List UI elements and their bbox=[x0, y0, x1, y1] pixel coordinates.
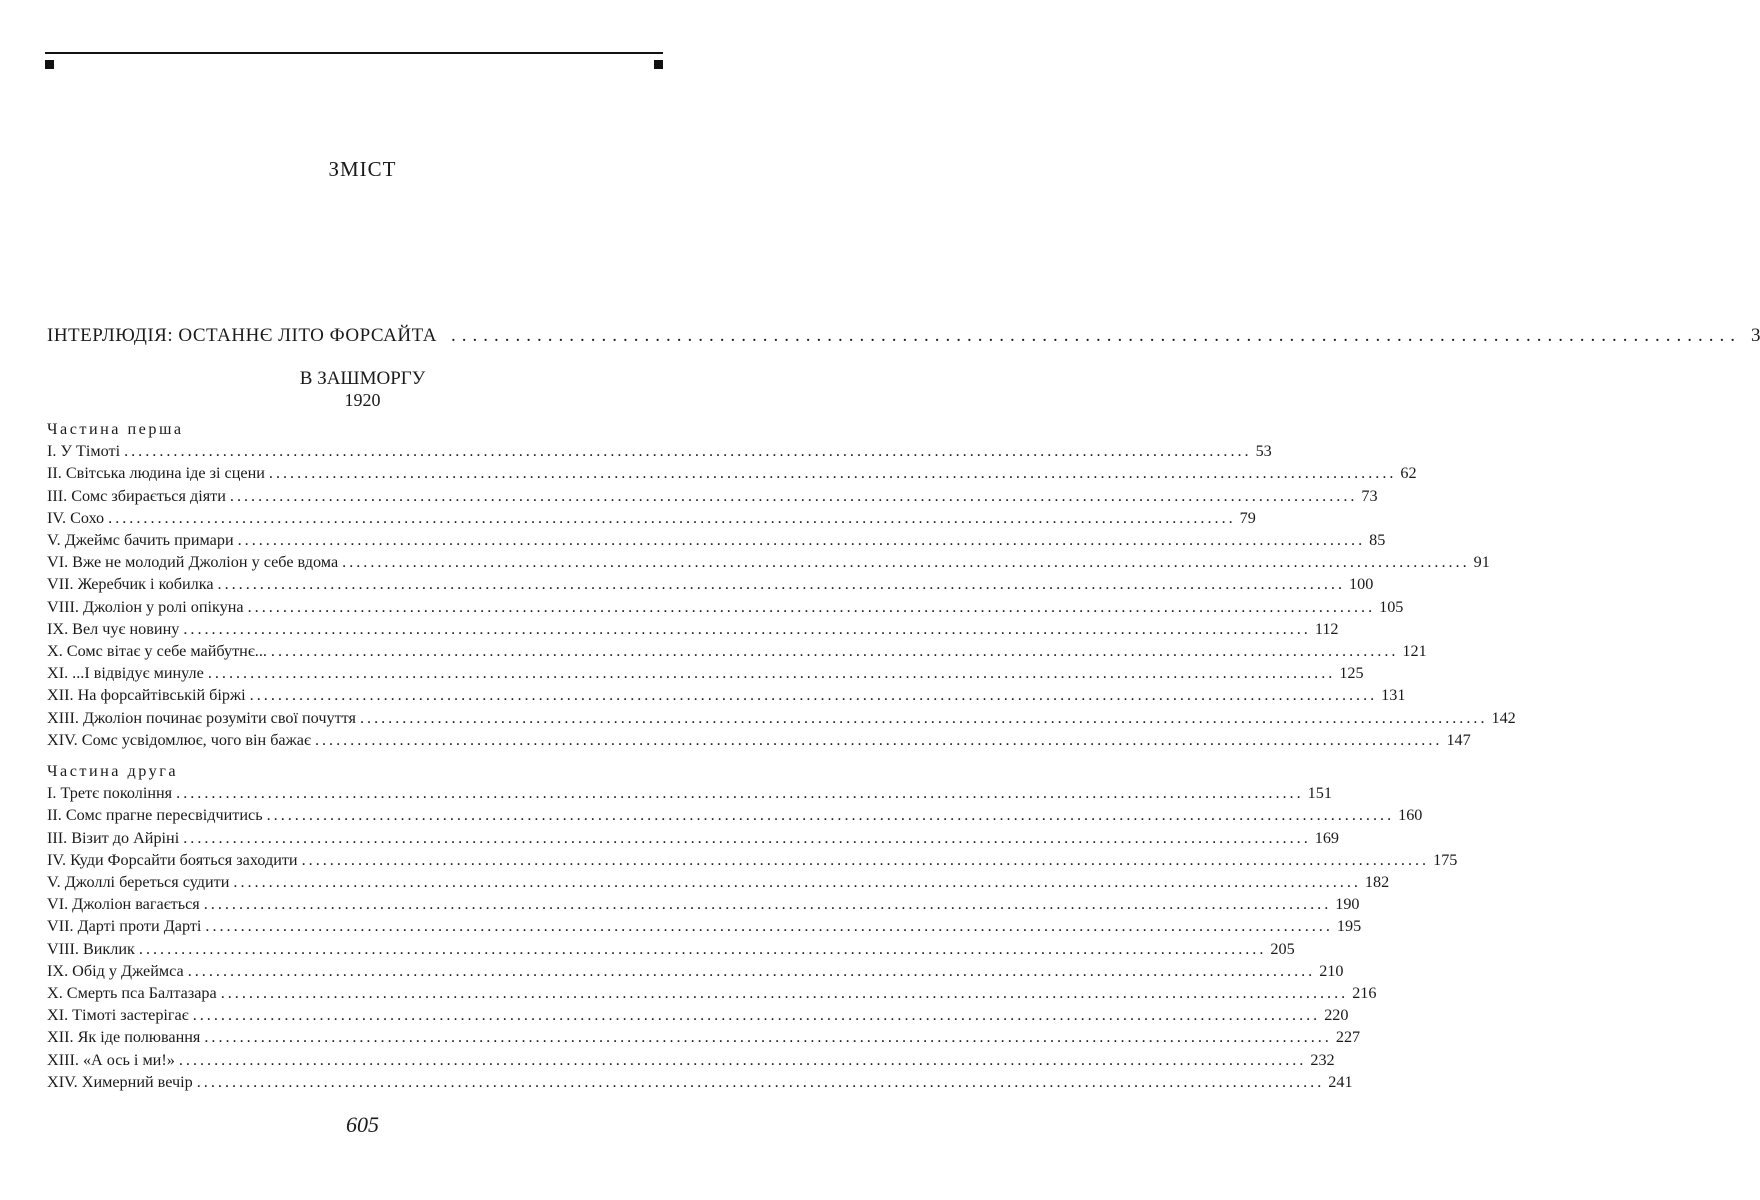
chapter-title: V. Джоллі береться судити bbox=[47, 873, 230, 892]
chapter-title: VI. Вже не молодий Джоліон у себе вдома bbox=[47, 553, 339, 572]
page-number: 605 bbox=[346, 1112, 379, 1137]
toc-entry bbox=[47, 485, 1378, 507]
dot-leader: ................................................................................................................................................................ bbox=[183, 619, 1311, 638]
chapter-page: 79 bbox=[1239, 508, 1256, 527]
toc-entry bbox=[47, 618, 1339, 640]
toc-entry bbox=[47, 596, 1404, 618]
part-one-title: Частина перша bbox=[47, 420, 184, 438]
chapter-page: 131 bbox=[1381, 686, 1406, 705]
chapter-title: XII. Як іде полювання bbox=[47, 1028, 201, 1047]
part-two-title: Частина друга bbox=[47, 762, 179, 781]
dot-leader: ................................................................................................................................................................ bbox=[176, 784, 1304, 803]
chapter-page: 182 bbox=[1364, 873, 1390, 892]
chapter-page: 220 bbox=[1324, 1006, 1349, 1025]
chapter-page: 112 bbox=[1314, 619, 1339, 638]
chapter-title: XIV. Химерний вечір bbox=[47, 1072, 193, 1091]
part-one-chapter-list bbox=[47, 440, 1516, 751]
dot-leader: ................................................................................................................................................................ bbox=[342, 553, 1470, 572]
dot-leader: ................................................................................................................................................................ bbox=[192, 1006, 1321, 1025]
dot-leader: ................................................................................................................................................................ bbox=[196, 1072, 1325, 1091]
toc-entry bbox=[47, 849, 1458, 871]
dot-leader: ................................................................................................................................................................ bbox=[249, 686, 1378, 705]
dot-leader: ................................................................................................................................................................ bbox=[203, 895, 1332, 914]
dot-leader: ................................................................................................................................................................ bbox=[207, 664, 1336, 683]
chapter-page: 169 bbox=[1314, 828, 1340, 847]
chapter-page: 147 bbox=[1446, 730, 1471, 749]
dot-leader: ................................................................................................................................................................ bbox=[301, 850, 1430, 869]
toc-entry bbox=[47, 573, 1374, 595]
chapter-title: IX. Обід у Джеймса bbox=[47, 961, 184, 980]
corner-mark-right bbox=[654, 60, 663, 69]
chapter-title: IV. Куди Форсайти бояться заходити bbox=[47, 850, 298, 869]
dot-leader: ................................................................................................................................................................ bbox=[217, 575, 1346, 594]
chapter-title: XII. На форсайтівській біржі bbox=[47, 686, 246, 705]
chapter-title: XIV. Сомс усвідомлює, чого він бажає bbox=[47, 730, 311, 749]
dot-leader: ................................................................................................................................................................ bbox=[124, 442, 1252, 461]
work-title: В ЗАШМОРГУ bbox=[299, 368, 426, 389]
chapter-title: VIII. Виклик bbox=[47, 939, 135, 958]
dot-leader: ................................................................................................................................................................ bbox=[314, 730, 1443, 749]
toc-entry bbox=[47, 440, 1272, 462]
dot-leader: ................................................................................................................................................................ bbox=[268, 464, 1397, 483]
dot-leader: ................................................................................................................................................................ bbox=[233, 873, 1361, 892]
chapter-title: XIII. «А ось і ми!» bbox=[47, 1050, 175, 1069]
chapter-page: 53 bbox=[1255, 442, 1272, 461]
dot-leader: ................................................................................................................................................................ bbox=[270, 642, 1399, 661]
toc-entry bbox=[47, 827, 1340, 849]
dot-leader: ................................................................................................................................................................ bbox=[204, 1028, 1332, 1047]
chapter-title: X. Смерть пса Балтазара bbox=[47, 984, 217, 1003]
chapter-title: XIII. Джоліон починає розуміти свої почуття bbox=[47, 708, 356, 727]
dot-leader: ................................................................................................................................................................ bbox=[187, 961, 1316, 980]
dot-leader: ................................................................................................................................................................ bbox=[266, 806, 1395, 825]
chapter-title: X. Сомс вітає у себе майбутнє... bbox=[47, 642, 267, 661]
top-rule bbox=[45, 52, 663, 54]
chapter-page: 125 bbox=[1339, 664, 1364, 683]
toc-entry bbox=[47, 871, 1390, 893]
corner-mark-left bbox=[45, 60, 54, 69]
chapter-page: 62 bbox=[1400, 464, 1417, 483]
contents-heading: ЗМІСТ bbox=[328, 157, 397, 181]
chapter-title: VIII. Джоліон у ролі опікуна bbox=[47, 597, 244, 616]
chapter-page: 105 bbox=[1379, 597, 1404, 616]
dot-leader: ................................................................................................................................................................ bbox=[205, 917, 1333, 936]
dot-leader: ........................................................................................................................ bbox=[450, 325, 1741, 346]
toc-entry bbox=[47, 462, 1417, 484]
chapter-title: II. Сомс прагне пересвідчитись bbox=[47, 806, 263, 825]
chapter-page: 195 bbox=[1336, 917, 1362, 936]
work-year: 1920 bbox=[344, 390, 381, 410]
interlude-title: ІНТЕРЛЮДІЯ: ОСТАННЄ ЛІТО ФОРСАЙТА bbox=[47, 325, 437, 346]
chapter-page: 151 bbox=[1307, 784, 1332, 803]
chapter-page: 85 bbox=[1369, 531, 1386, 550]
toc-entry bbox=[47, 938, 1295, 960]
chapter-page: 175 bbox=[1433, 850, 1458, 869]
chapter-page: 142 bbox=[1491, 708, 1516, 727]
toc-entry bbox=[47, 982, 1377, 1004]
dot-leader: ................................................................................................................................................................ bbox=[138, 939, 1267, 958]
chapter-title: I. У Тімоті bbox=[47, 442, 121, 461]
dot-leader: ................................................................................................................................................................ bbox=[183, 828, 1311, 847]
chapter-title: II. Світська людина іде зі сцени bbox=[47, 464, 265, 483]
chapter-title: VII. Жеребчик і кобилка bbox=[47, 575, 214, 594]
toc-entry bbox=[47, 729, 1471, 751]
toc-entry bbox=[47, 915, 1362, 937]
toc-entry bbox=[47, 551, 1490, 573]
dot-leader: ................................................................................................................................................................ bbox=[359, 708, 1488, 727]
chapter-page: 210 bbox=[1319, 961, 1344, 980]
toc-entry bbox=[47, 662, 1364, 684]
chapter-title: I. Третє покоління bbox=[47, 784, 173, 803]
toc-entry bbox=[47, 684, 1406, 706]
chapter-page: 241 bbox=[1328, 1072, 1353, 1091]
chapter-page: 232 bbox=[1310, 1050, 1335, 1069]
toc-entry bbox=[47, 640, 1427, 662]
dot-leader: ................................................................................................................................................................ bbox=[247, 597, 1376, 616]
interlude-page: 3 bbox=[1750, 325, 1760, 346]
toc-entry bbox=[47, 1071, 1353, 1093]
chapter-page: 160 bbox=[1398, 806, 1423, 825]
chapter-page: 190 bbox=[1335, 895, 1360, 914]
chapter-page: 227 bbox=[1335, 1028, 1361, 1047]
dot-leader: ................................................................................................................................................................ bbox=[108, 508, 1236, 527]
toc-entry bbox=[47, 960, 1344, 982]
toc-entry bbox=[47, 1004, 1349, 1026]
dot-leader: ................................................................................................................................................................ bbox=[229, 486, 1358, 505]
toc-entry bbox=[47, 893, 1360, 915]
dot-leader: ................................................................................................................................................................ bbox=[237, 531, 1366, 550]
chapter-page: 73 bbox=[1361, 486, 1378, 505]
chapter-title: XI. Тімоті застерігає bbox=[47, 1006, 189, 1025]
chapter-title: VII. Дарті проти Дарті bbox=[47, 917, 202, 936]
chapter-page: 205 bbox=[1270, 939, 1295, 958]
toc-entry bbox=[47, 707, 1516, 729]
chapter-title: III. Візит до Айріні bbox=[47, 828, 180, 847]
table-of-contents bbox=[47, 418, 1516, 1093]
interlude-entry bbox=[47, 325, 1760, 347]
chapter-title: III. Сомс збирається діяти bbox=[47, 486, 226, 505]
toc-entry bbox=[47, 507, 1256, 529]
chapter-page: 216 bbox=[1352, 984, 1377, 1003]
toc-entry bbox=[47, 529, 1386, 551]
chapter-title: IX. Вел чує новину bbox=[47, 619, 180, 638]
chapter-title: IV. Сохо bbox=[47, 508, 105, 527]
chapter-title: V. Джеймс бачить примари bbox=[47, 531, 234, 550]
toc-entry bbox=[47, 782, 1332, 804]
toc-entry bbox=[47, 804, 1423, 826]
chapter-page: 121 bbox=[1402, 642, 1427, 661]
chapter-title: XI. ...І відвідує минуле bbox=[47, 664, 204, 683]
toc-entry bbox=[47, 1026, 1361, 1048]
dot-leader: ................................................................................................................................................................ bbox=[220, 984, 1349, 1003]
part-two-chapter-list bbox=[47, 782, 1458, 1093]
chapter-title: VI. Джоліон вагається bbox=[47, 895, 200, 914]
chapter-page: 100 bbox=[1349, 575, 1374, 594]
chapter-page: 91 bbox=[1473, 553, 1490, 572]
dot-leader: ................................................................................................................................................................ bbox=[178, 1050, 1307, 1069]
toc-entry bbox=[47, 1049, 1335, 1071]
